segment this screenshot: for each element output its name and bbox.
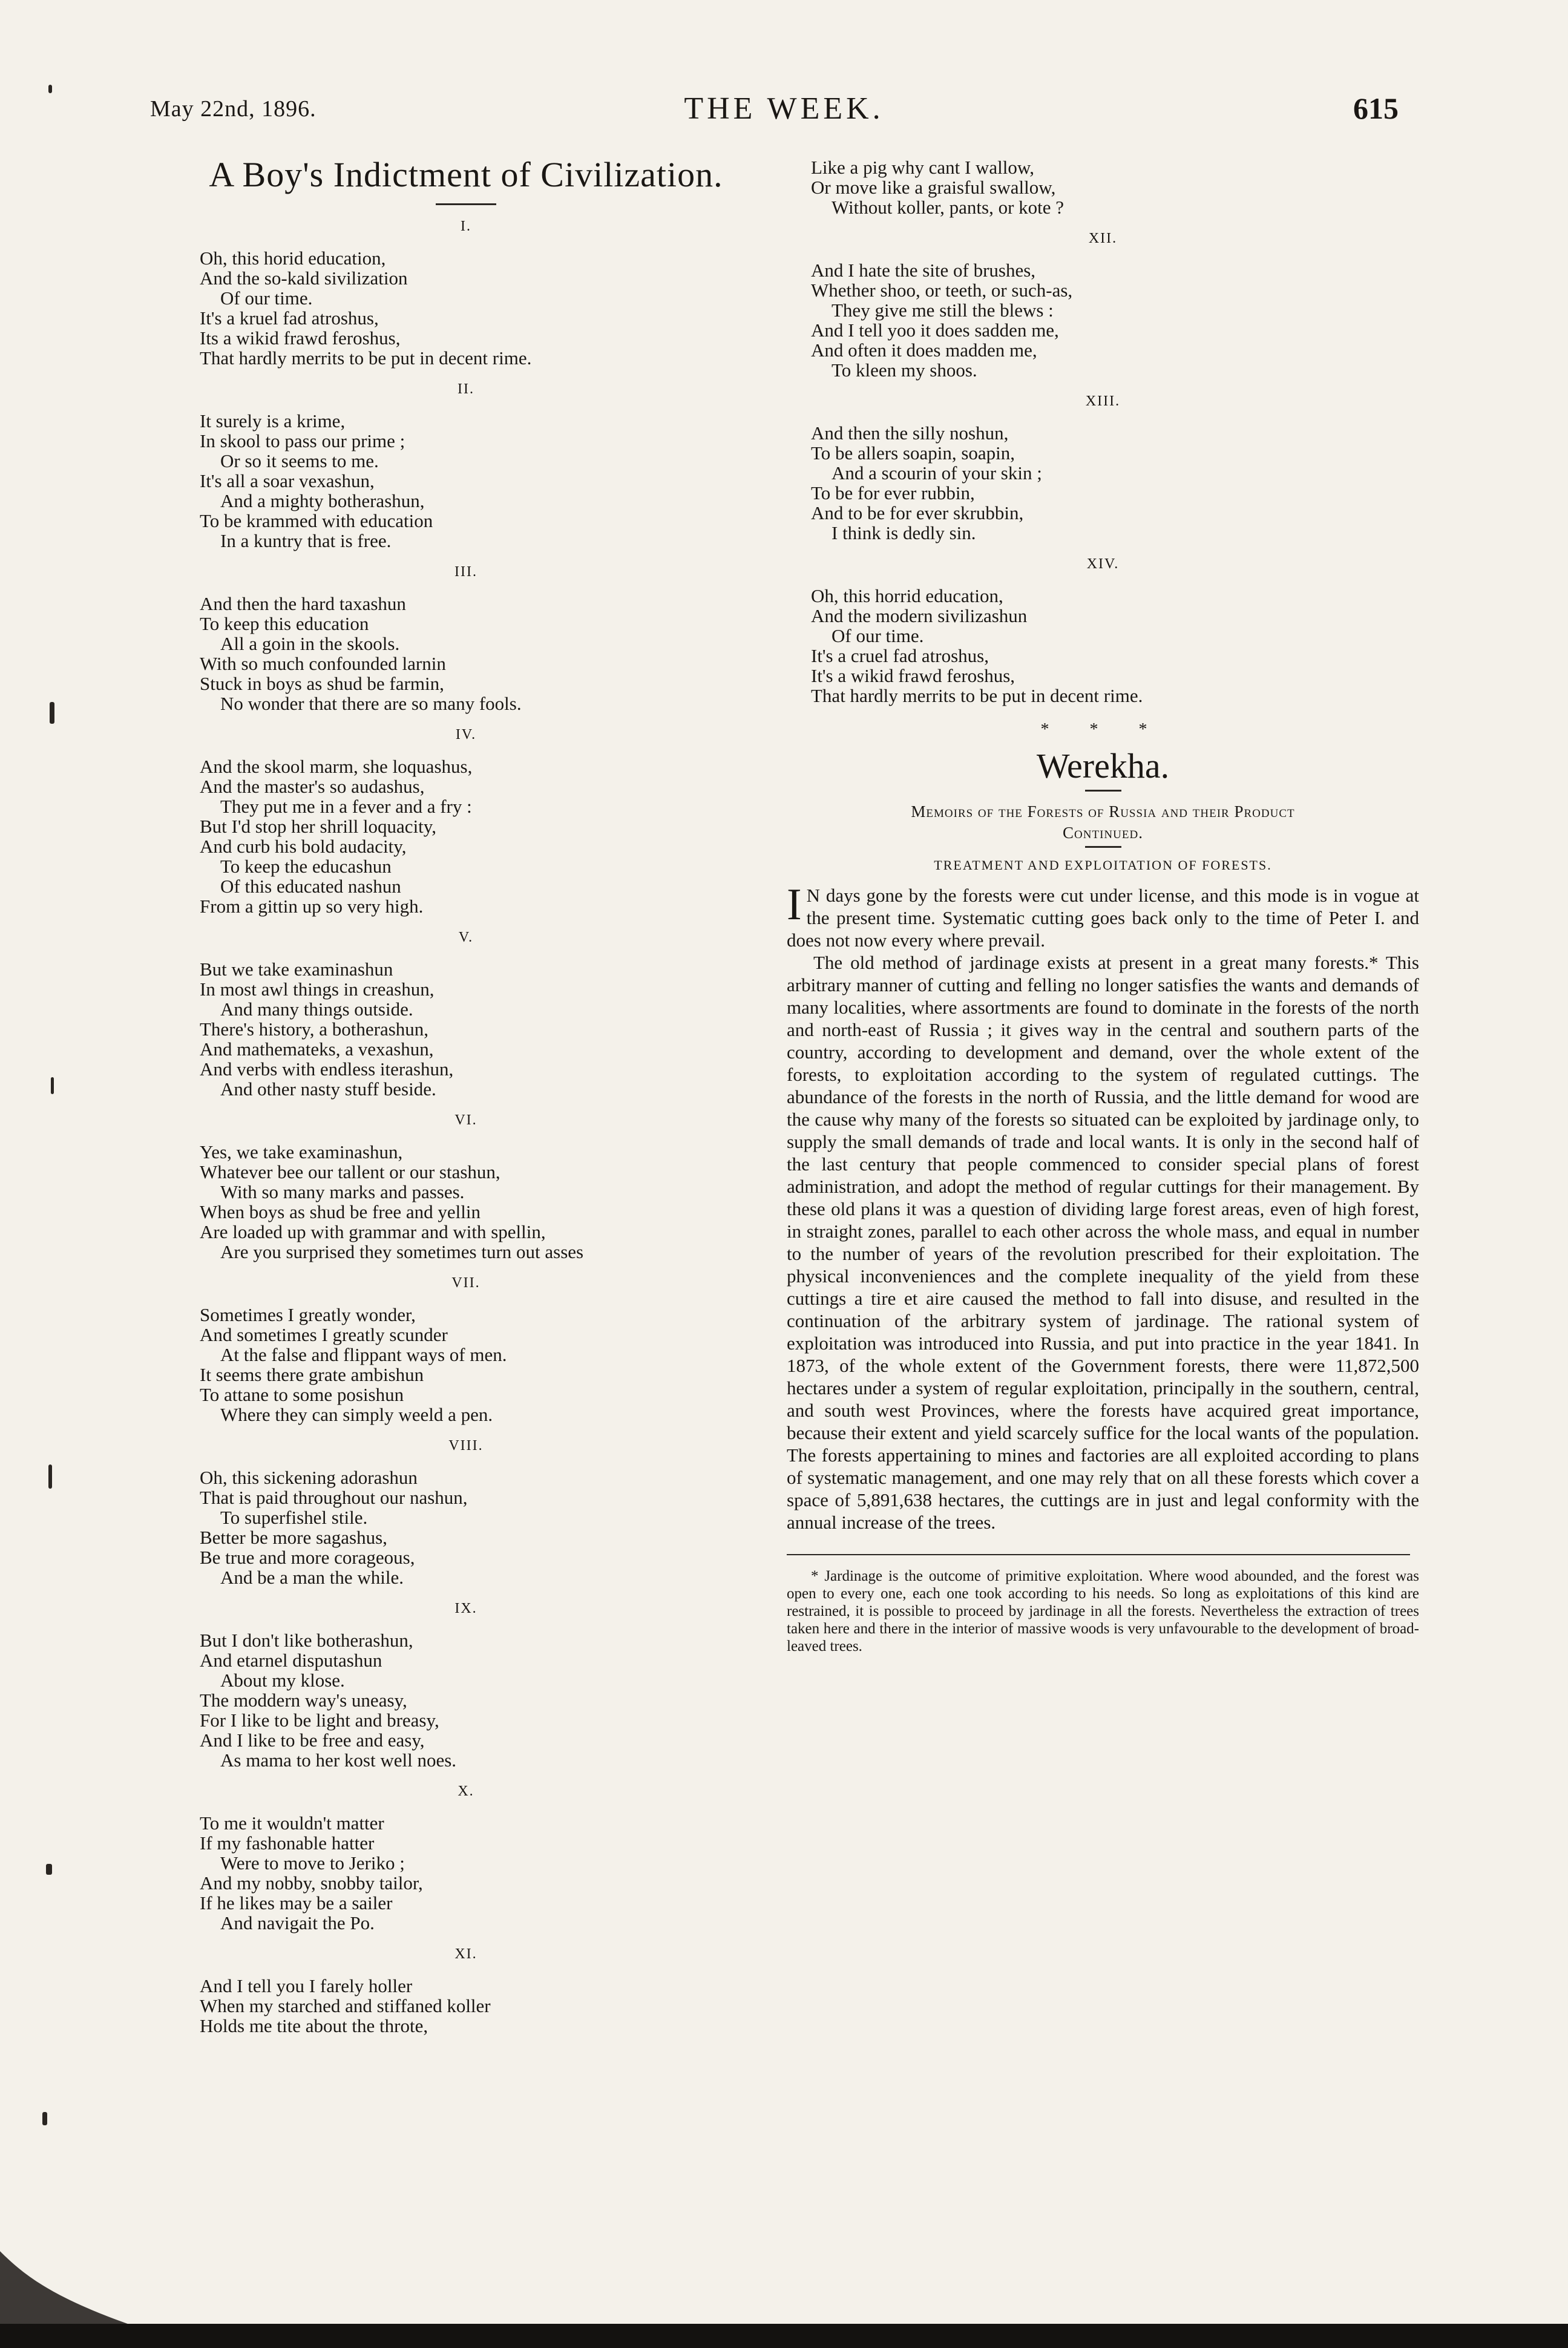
article-subtitle: Memoirs of the Forests of Russia and their Product	[911, 802, 1295, 821]
poem-line: Sometimes I greatly wonder,	[200, 1304, 416, 1325]
poem-line: At the false and flippant ways of men.	[220, 1344, 507, 1365]
poem-line: And a mighty botherashun,	[220, 490, 425, 511]
section-heading: TREATMENT AND EXPLOITATION OF FORESTS.	[934, 858, 1272, 873]
poem-line: That is paid throughout our nashun,	[200, 1487, 468, 1508]
poem-line: It's a kruel fad atroshus,	[200, 307, 379, 329]
issue-date: May 22nd, 1896.	[150, 96, 317, 122]
publication-title: THE WEEK.	[684, 91, 884, 126]
poem-line: That hardly merrits to be put in decent rime.	[200, 347, 532, 369]
margin-mark	[48, 1464, 52, 1489]
stanza	[811, 260, 1419, 380]
poem-line: Or so it seems to me.	[220, 450, 379, 471]
article-body	[787, 880, 1419, 1533]
poem-line: And mathemateks, a vexashun,	[200, 1038, 434, 1060]
stanza-number: VIII.	[448, 1438, 484, 1454]
stanza-continued	[811, 157, 1419, 217]
stanza	[200, 1976, 756, 2036]
poem-line: The moddern way's uneasy,	[200, 1690, 407, 1711]
margin-mark	[51, 1077, 54, 1094]
stanza-number: IV.	[455, 727, 477, 743]
poem-line: To keep this education	[200, 613, 369, 634]
poem-line: And many things outside.	[220, 999, 413, 1020]
poem-line: All a goin in the skools.	[220, 633, 400, 654]
poem-stanzas-left	[175, 218, 756, 2036]
footnote: * Jardinage is the outcome of primitive exploitation. Where wood abounded, and the forest was open to every one, each one took according to his needs. So long as exploitations of this kind are restrained, it is possible to proceed by jardinage in all the forests. Nevertheless the extraction of trees taken here and there in the interior of massive woods is very unfavourable to the development of broad-leaved trees.	[787, 1568, 1419, 1654]
stanza-number: II.	[458, 381, 474, 397]
poem-line: To be krammed with education	[200, 510, 433, 531]
poem-line: It surely is a krime,	[200, 410, 346, 431]
poem-line: It seems there grate ambishun	[200, 1364, 424, 1385]
poem-line: And then the silly noshun,	[811, 422, 1009, 444]
poem-line: And often it does madden me,	[811, 339, 1037, 361]
poem-line: It's all a soar vexashun,	[200, 470, 375, 491]
poem-line: Are you surprised they sometimes turn out asses	[220, 1241, 584, 1262]
poem-line: Oh, this horid education,	[200, 248, 386, 269]
poem-line: Whatever bee our tallent or our stashun,	[200, 1161, 500, 1182]
stanza	[200, 756, 756, 916]
poem-line: No wonder that there are so many fools.	[220, 693, 522, 714]
poem-line: Stuck in boys as shud be farmin,	[200, 673, 444, 694]
stanza-number: XIV.	[1086, 556, 1120, 572]
margin-mark	[46, 1864, 52, 1875]
poem-line: Oh, this horrid education,	[811, 585, 1003, 606]
stanza-number: XI.	[454, 1946, 477, 1962]
poem-line: And etarnel disputashun	[200, 1650, 382, 1671]
poem-line: Or move like a graisful swallow,	[811, 177, 1056, 198]
poem-line: It's a cruel fad atroshus,	[811, 645, 989, 666]
poem-line: Without koller, pants, or kote ?	[832, 197, 1064, 218]
stanza-number: III.	[454, 564, 477, 580]
poem-line: But I don't like botherashun,	[200, 1630, 413, 1651]
poem-line: I think is dedly sin.	[832, 522, 976, 543]
scan-shadow-corner	[0, 2239, 145, 2330]
scan-bottom-edge	[0, 2324, 1568, 2348]
stanza	[200, 1630, 756, 1770]
poem-line: And I tell yoo it does sadden me,	[811, 320, 1059, 341]
footnote-rule	[787, 1554, 1410, 1555]
poem-line: But I'd stop her shrill loquacity,	[200, 816, 437, 837]
poem-line: Of this educated nashun	[220, 876, 401, 897]
poem-line: Oh, this sickening adorashun	[200, 1467, 418, 1488]
poem-line: And to be for ever skrubbin,	[811, 502, 1024, 523]
margin-mark	[48, 85, 52, 93]
paragraph-2: The old method of jardinage exists at present in a great many forests.* This arbitrary manner of cutting and felling no longer satisfies the wants and demands of many localities, where assortments are found to dominate in the forests of the north and north-east of Russia ; it gives way in the central and southern parts of the country, according to development and demand, over the whole extent of the forests, to exploitation according to the system of regulated cuttings. The abundance of the forests in the north of Russia, and the little demand for wood are the cause why many of the forests so situated can be exploited by jardinage only, to supply the small demands of trade and local wants. It is only in the second half of the last century that people commenced to consider special plans of forest administration, and adopt the method of regular cuttings for their management. By these old plans it was a question of dividing large forest areas, even of high forest, in straight zones, parallel to each other across the whole mass, and equal in number to the number of years of the revolution prescribed for their exploitation. The physical inconveniences and the complete inequality of the yield from these cuttings a tire et aire caused the method to fall into disuse, and resulted in the continuation of the arbitrary system of jardinage. The rational system of exploitation was introduced into Russia, and put into practice in the year 1841. In 1873, of the whole extent of the Government forests, there were 11,872,500 hectares under a system of regular exploitation, principally in the southern, central, and south west Provinces, where the forests have acquired great importance, because their extent and yield scarcely suffice for the local wants of the population. The forests appertaining to mines and factories are all exploited according to plans of systematic management, and one may rely that on all these forests which cover a space of 5,891,638 hectares, the cuttings are in just and legal conformity with the annual increase of the trees.	[787, 952, 1419, 1533]
poem-line: When my starched and stiffaned koller	[200, 1995, 491, 2016]
stanza	[200, 1813, 756, 1933]
poem-line: If he likes may be a sailer	[200, 1892, 393, 1913]
poem-line: And navigait the Po.	[220, 1912, 375, 1933]
poem-line: And be a man the while.	[220, 1567, 404, 1588]
stanza-number: IX.	[454, 1601, 477, 1616]
poem-line: And verbs with endless iterashun,	[200, 1058, 454, 1080]
poem-line: To attane to some posishun	[200, 1384, 404, 1405]
poem-line: They give me still the blews :	[832, 300, 1054, 321]
poem-line: It's a wikid frawd feroshus,	[811, 665, 1015, 686]
poem-line: And curb his bold audacity,	[200, 836, 407, 857]
stanza-number: VI.	[454, 1112, 477, 1128]
poem-line: Be true and more corageous,	[200, 1547, 415, 1568]
poem-line: When boys as shud be free and yellin	[200, 1201, 481, 1222]
poem-line: With so many marks and passes.	[220, 1181, 465, 1202]
poem-line: Where they can simply weeld a pen.	[220, 1404, 493, 1425]
poem-line: Holds me tite about the throte,	[200, 2015, 428, 2036]
poem-line: Were to move to Jeriko ;	[220, 1852, 405, 1874]
left-column	[175, 154, 756, 2036]
stanza	[200, 1305, 756, 1425]
poem-line: About my klose.	[220, 1670, 345, 1691]
stanza-number: VII.	[451, 1275, 481, 1291]
stanza	[200, 594, 756, 713]
poem-line: And the skool marm, she loquashus,	[200, 756, 473, 777]
paragraph-1	[787, 880, 1419, 951]
poem-line: In a kuntry that is free.	[220, 530, 392, 551]
poem-line: To be for ever rubbin,	[811, 482, 975, 503]
poem-line: And the master's so audashus,	[200, 776, 425, 797]
poem-line: Better be more sagashus,	[200, 1527, 387, 1548]
poem-line: As mama to her kost well noes.	[220, 1750, 457, 1771]
poem-stanzas-right	[787, 157, 1419, 706]
stanza	[200, 1142, 756, 1262]
poem-line: And sometimes I greatly scunder	[200, 1324, 448, 1345]
stanza	[200, 248, 756, 368]
poem-line: And then the hard taxashun	[200, 593, 406, 614]
drop-cap: I	[787, 880, 802, 930]
poem-line: And I like to be free and easy,	[200, 1730, 425, 1751]
margin-mark	[42, 2112, 47, 2125]
poem-line: And a scourin of your skin ;	[832, 462, 1042, 484]
poem-line: But we take examinashun	[200, 959, 393, 980]
poem-line: If my fashonable hatter	[200, 1832, 375, 1854]
poem-line: To superfishel stile.	[220, 1507, 368, 1528]
poem-line: Like a pig why cant I wallow,	[811, 157, 1035, 178]
section-stars: * * *	[1040, 720, 1166, 739]
poem-line: That hardly merrits to be put in decent rime.	[811, 685, 1143, 706]
paragraph-1-text: N days gone by the forests were cut under license, and this mode is in vogue at the present time. Systematic cutting goes back only to the time of Peter I. and does not now every where prevail.	[787, 885, 1419, 951]
stanza	[811, 423, 1419, 543]
stanza-number: I.	[461, 218, 471, 234]
poem-line: And the modern sivilizashun	[811, 605, 1028, 626]
poem-line: In skool to pass our prime ;	[200, 430, 405, 451]
margin-mark	[50, 702, 54, 724]
stanza-number: V.	[458, 930, 474, 945]
poem-line: And my nobby, snobby tailor,	[200, 1872, 423, 1894]
stanza	[200, 1468, 756, 1587]
article-title-rule	[1085, 790, 1121, 792]
poem-line: In most awl things in creashun,	[200, 979, 435, 1000]
poem-line: Whether shoo, or teeth, or such-as,	[811, 280, 1073, 301]
title-rule	[436, 203, 496, 205]
article-continued: Continued.	[1063, 824, 1143, 842]
poem-line: To keep the educashun	[220, 856, 392, 877]
stanza	[811, 586, 1419, 706]
article-title: Werekha.	[1036, 746, 1170, 785]
poem-line: And other nasty stuff beside.	[220, 1078, 436, 1100]
poem-line: Of our time.	[220, 287, 313, 309]
poem-line: Its a wikid frawd feroshus,	[200, 327, 401, 349]
poem-title: A Boy's Indictment of Civilization.	[209, 155, 723, 194]
stanza-number: XIII.	[1085, 393, 1121, 409]
page-number: 615	[1353, 91, 1399, 125]
poem-line: Of our time.	[832, 625, 924, 646]
poem-line: To me it wouldn't matter	[200, 1812, 384, 1834]
poem-line: And the so-kald sivilization	[200, 267, 408, 289]
stanza-number: XII.	[1088, 231, 1118, 246]
poem-line: To be allers soapin, soapin,	[811, 442, 1015, 464]
poem-line: For I like to be light and breasy,	[200, 1710, 439, 1731]
poem-line: To kleen my shoos.	[832, 359, 977, 381]
poem-line: From a gittin up so very high.	[200, 896, 424, 917]
poem-line: Are loaded up with grammar and with spellin,	[200, 1221, 546, 1242]
poem-line: Yes, we take examinashun,	[200, 1141, 403, 1163]
poem-line: And I tell you I farely holler	[200, 1975, 413, 1996]
stanza	[200, 959, 756, 1099]
stanza-number: X.	[458, 1783, 474, 1799]
poem-line: And I hate the site of brushes,	[811, 260, 1036, 281]
page-header	[0, 91, 1568, 139]
poem-line: There's history, a botherashun,	[200, 1018, 429, 1040]
subtitle-rule	[1085, 846, 1121, 848]
poem-line: They put me in a fever and a fry :	[220, 796, 472, 817]
poem-line: With so much confounded larnin	[200, 653, 446, 674]
stanza	[200, 411, 756, 551]
right-column	[787, 157, 1419, 1655]
